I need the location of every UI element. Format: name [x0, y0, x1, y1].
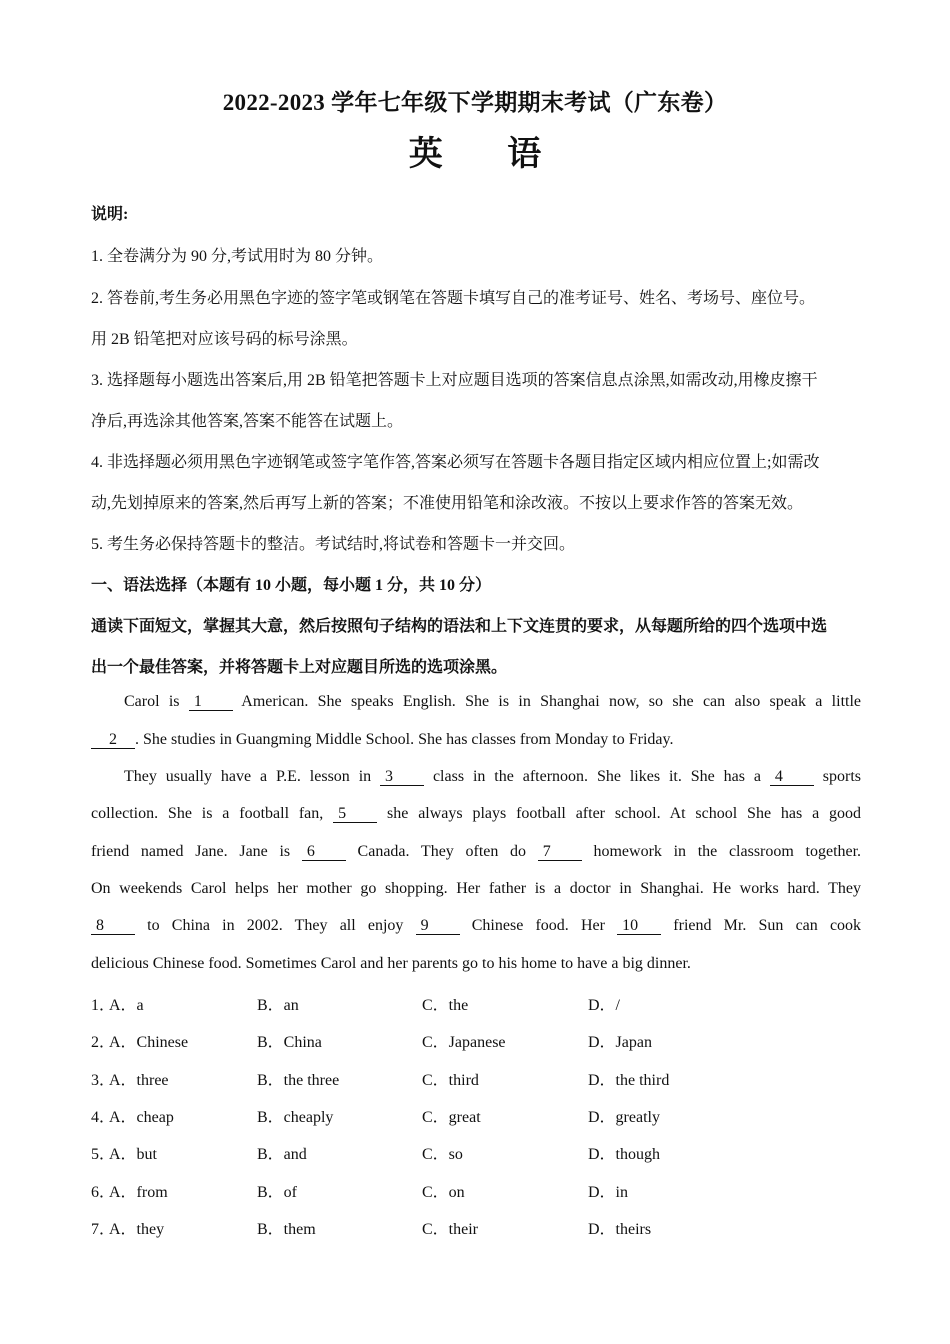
option-a: A．three — [109, 1072, 169, 1089]
question-number: 5． — [91, 1146, 116, 1163]
instruction-item: 1. 全卷满分为 90 分,考试用时为 80 分钟。 — [91, 248, 384, 265]
option-a: A．but — [109, 1146, 158, 1163]
blank-3: 3 — [380, 769, 424, 786]
blank-10: 10 — [617, 918, 661, 935]
option-c: C．their — [422, 1221, 478, 1238]
blank-4: 4 — [770, 769, 814, 786]
option-d: D．though — [588, 1146, 661, 1163]
option-b: B．them — [257, 1221, 316, 1238]
blank-8: 8 — [91, 918, 135, 935]
passage-text: friend Mr. Sun can cook — [673, 917, 862, 934]
option-b: B．and — [257, 1146, 307, 1163]
question-row — [91, 1216, 861, 1238]
option-d: D．theirs — [588, 1221, 652, 1238]
option-d: D．in — [588, 1184, 629, 1201]
instructions-heading: 说明: — [91, 206, 129, 223]
passage-line: On weekends Carol helps her mother go shopping. Her father is a doctor in Shanghai. He works hard. They — [91, 880, 861, 897]
instruction-item: 净后,再选涂其他答案,答案不能答在试题上。 — [91, 413, 404, 430]
passage-text: sports — [822, 768, 862, 785]
passage-line — [124, 693, 861, 711]
option-b: B．cheaply — [257, 1109, 334, 1126]
option-c: C．great — [422, 1109, 481, 1126]
passage-text: . She studies in Guangming Middle School. She has classes from Monday to Friday. — [135, 731, 674, 748]
blank-9: 9 — [416, 918, 460, 935]
option-d: D．Japan — [588, 1034, 652, 1051]
instruction-item: 2. 答卷前,考生务必用黑色字迹的签字笔或钢笔在答题卡填写自己的准考证号、姓名、考场号、座位号。 — [91, 290, 816, 307]
question-row — [91, 1141, 861, 1163]
question-row — [91, 1179, 861, 1201]
question-row — [91, 1104, 861, 1126]
instruction-item: 5. 考生务必保持答题卡的整洁。考试结时,将试卷和答题卡一并交回。 — [91, 536, 576, 553]
passage-line — [91, 843, 861, 861]
passage-text: class in the afternoon. She likes it. She has a — [432, 768, 761, 785]
option-a: A．they — [109, 1221, 165, 1238]
question-number: 2． — [91, 1034, 116, 1051]
passage-text: she always plays football after school. At school She has a good — [387, 805, 862, 822]
passage-text: collection. She is a football fan, — [91, 805, 324, 822]
passage-line: delicious Chinese food. Sometimes Carol and her parents go to his home to have a big dinner. — [91, 955, 691, 972]
section-directions: 出一个最佳答案，并将答题卡上对应题目所选的选项涂黑。 — [91, 659, 508, 676]
passage-text: Carol is — [124, 693, 180, 710]
passage-text: Chinese food. Her — [471, 917, 605, 934]
option-d: D．/ — [588, 997, 621, 1014]
question-number: 1． — [91, 997, 116, 1014]
option-a: A．a — [109, 997, 144, 1014]
passage-text: friend named Jane. Jane is — [91, 843, 291, 860]
option-c: C．third — [422, 1072, 479, 1089]
blank-7: 7 — [538, 844, 582, 861]
section-directions: 通读下面短文，掌握其大意，然后按照句子结构的语法和上下文连贯的要求，从每题所给的四个选项中选 — [91, 618, 828, 635]
passage-line — [91, 805, 861, 823]
passage-text: Canada. They often do — [357, 843, 527, 860]
subject-title: 英 语 — [408, 136, 570, 173]
passage-line — [124, 768, 861, 786]
option-c: C．Japanese — [422, 1034, 506, 1051]
option-b: B．the three — [257, 1072, 340, 1089]
blank-2: 2 — [91, 732, 135, 749]
option-c: C．the — [422, 997, 469, 1014]
section-heading: 一、语法选择（本题有 10 小题，每小题 1 分，共 10 分） — [91, 577, 492, 594]
blank-6: 6 — [302, 844, 346, 861]
option-a: A．Chinese — [109, 1034, 189, 1051]
question-number: 3． — [91, 1072, 116, 1089]
option-c: C．so — [422, 1146, 463, 1163]
option-c: C．on — [422, 1184, 465, 1201]
exam-title: 2022-2023 学年七年级下学期期末考试（广东卷） — [222, 90, 728, 115]
question-number: 6． — [91, 1184, 116, 1201]
passage-text: homework in the classroom together. — [593, 843, 862, 860]
passage-text: American. She speaks English. She is in Shanghai now, so she can also speak a little — [241, 693, 862, 710]
option-d: D．the third — [588, 1072, 670, 1089]
passage-text: to China in 2002. They all enjoy — [147, 917, 404, 934]
option-b: B．an — [257, 997, 299, 1014]
instruction-item: 4. 非选择题必须用黑色字迹钢笔或签字笔作答,答案必须写在答题卡各题目指定区域内相应位置上;如需改 — [91, 454, 820, 471]
instruction-item: 动,先划掉原来的答案,然后再写上新的答案；不准使用铅笔和涂改液。不按以上要求作答的答案无效。 — [91, 495, 804, 512]
passage-text: They usually have a P.E. lesson in — [124, 768, 372, 785]
blank-5: 5 — [333, 806, 377, 823]
question-row — [91, 992, 861, 1014]
option-b: B．China — [257, 1034, 322, 1051]
passage-line — [91, 731, 861, 749]
instruction-item: 3. 选择题每小题选出答案后,用 2B 铅笔把答题卡上对应题目选项的答案信息点涂黑,如需改动,用橡皮擦干 — [91, 372, 818, 389]
blank-1: 1 — [189, 694, 233, 711]
passage-line — [91, 917, 861, 935]
question-number: 4． — [91, 1109, 116, 1126]
option-a: A．cheap — [109, 1109, 174, 1126]
question-number: 7． — [91, 1221, 116, 1238]
question-row — [91, 1029, 861, 1051]
option-b: B．of — [257, 1184, 298, 1201]
question-row — [91, 1067, 861, 1089]
instruction-item: 用 2B 铅笔把对应该号码的标号涂黑。 — [91, 331, 358, 348]
option-d: D．greatly — [588, 1109, 660, 1126]
option-a: A．from — [109, 1184, 168, 1201]
